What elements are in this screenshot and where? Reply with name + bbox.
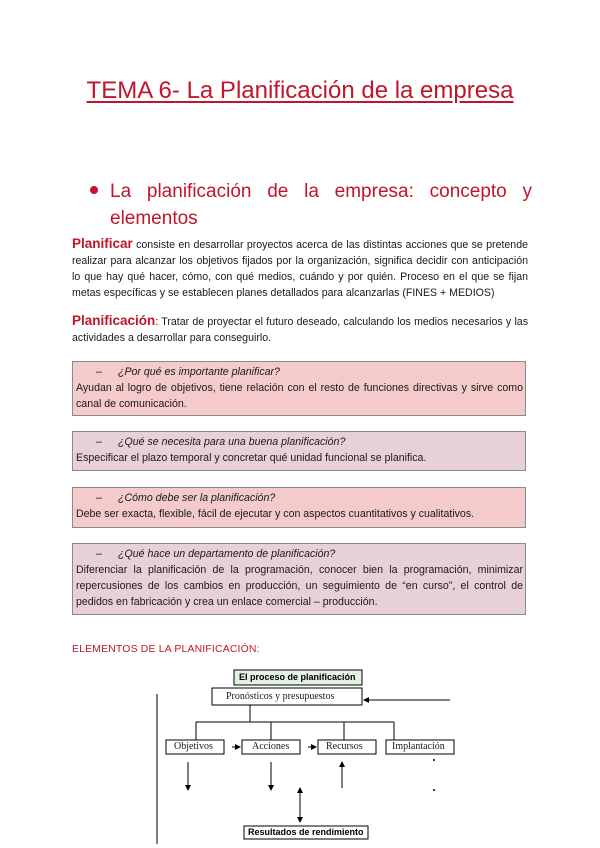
diagram-bottom-label: Resultados de rendimiento (248, 827, 364, 837)
qa-question (76, 490, 523, 506)
qa-question (76, 546, 523, 562)
paragraph-planificacion-text: : Tratar de proyectar el futuro deseado, calculando los medios necesarios y las actividades a desarrollar para conseguirlo. (72, 316, 528, 344)
qa-answer: Debe ser exacta, flexible, fácil de ejecutar y con aspectos cuantitativos y cualitativos. (76, 508, 475, 520)
paragraph-planificar-text: consiste en desarrollar proyectos acerca de las distintas acciones que se pretende realizar para alcanzar los objetivos fijados por la organización, significa decidir con anticipación lo que hay qué hacer, cómo, con qué medios, cuándo y por quién. Proceso en el que se fijan metas específicas y se establecen planes detallados para alcanzarlas (FINES + MEDIOS) (72, 239, 528, 299)
qa-box-characteristics (72, 487, 526, 528)
node-acciones: Acciones (252, 741, 290, 752)
qa-box-importance (72, 361, 526, 416)
qa-answer: Diferenciar la planificación de la programación, conocer bien la programación, minimizar repercusiones de los cambios en producción, un seguimiento de “en curso”, el control de pedidos en fabricación y crea un enlace comercial – producción. (76, 564, 523, 608)
planning-process-diagram (150, 664, 470, 848)
dash-marker: – (96, 436, 102, 448)
elements-title: ELEMENTOS DE LA PLANIFICACIÓN: (72, 644, 260, 655)
qa-question-text: ¿Qué hace un departamento de planificación? (118, 548, 336, 560)
qa-box-requirements (72, 431, 526, 471)
dash-marker: – (96, 548, 102, 560)
paragraph-planificar (72, 236, 528, 301)
qa-question-text: ¿Qué se necesita para una buena planificación? (118, 436, 346, 448)
page-title (0, 74, 600, 107)
qa-question-text: ¿Por qué es importante planificar? (118, 366, 280, 378)
term-planificacion: Planificación (72, 313, 156, 328)
qa-question-text: ¿Cómo debe ser la planificación? (118, 492, 276, 504)
paragraph-planificacion (72, 313, 528, 346)
section-heading (90, 178, 532, 232)
qa-answer: Ayudan al logro de objetivos, tiene relación con el resto de funciones directivas y sirve como canal de comunicación. (76, 382, 523, 410)
qa-question (76, 364, 523, 380)
qa-box-department (72, 543, 526, 615)
node-implantacion: Implantación (392, 741, 445, 752)
term-planificar: Planificar (72, 236, 133, 251)
dash-marker: – (96, 366, 102, 378)
qa-answer: Especificar el plazo temporal y concretar qué unidad funcional se planifica. (76, 452, 427, 464)
page-title-text: TEMA 6- La Planificación de la empresa (86, 77, 514, 104)
dot-a (433, 759, 435, 761)
diagram-header-label: El proceso de planificación (239, 672, 356, 682)
dot-b (433, 789, 435, 791)
section-heading-text: La planificación de la empresa: concepto y elementos (110, 181, 532, 229)
node-recursos: Recursos (326, 741, 363, 752)
node-objetivos: Objetivos (174, 741, 213, 752)
dash-marker: – (96, 492, 102, 504)
qa-question (76, 434, 523, 450)
diagram-top-label: Pronósticos y presupuestos (226, 691, 335, 702)
